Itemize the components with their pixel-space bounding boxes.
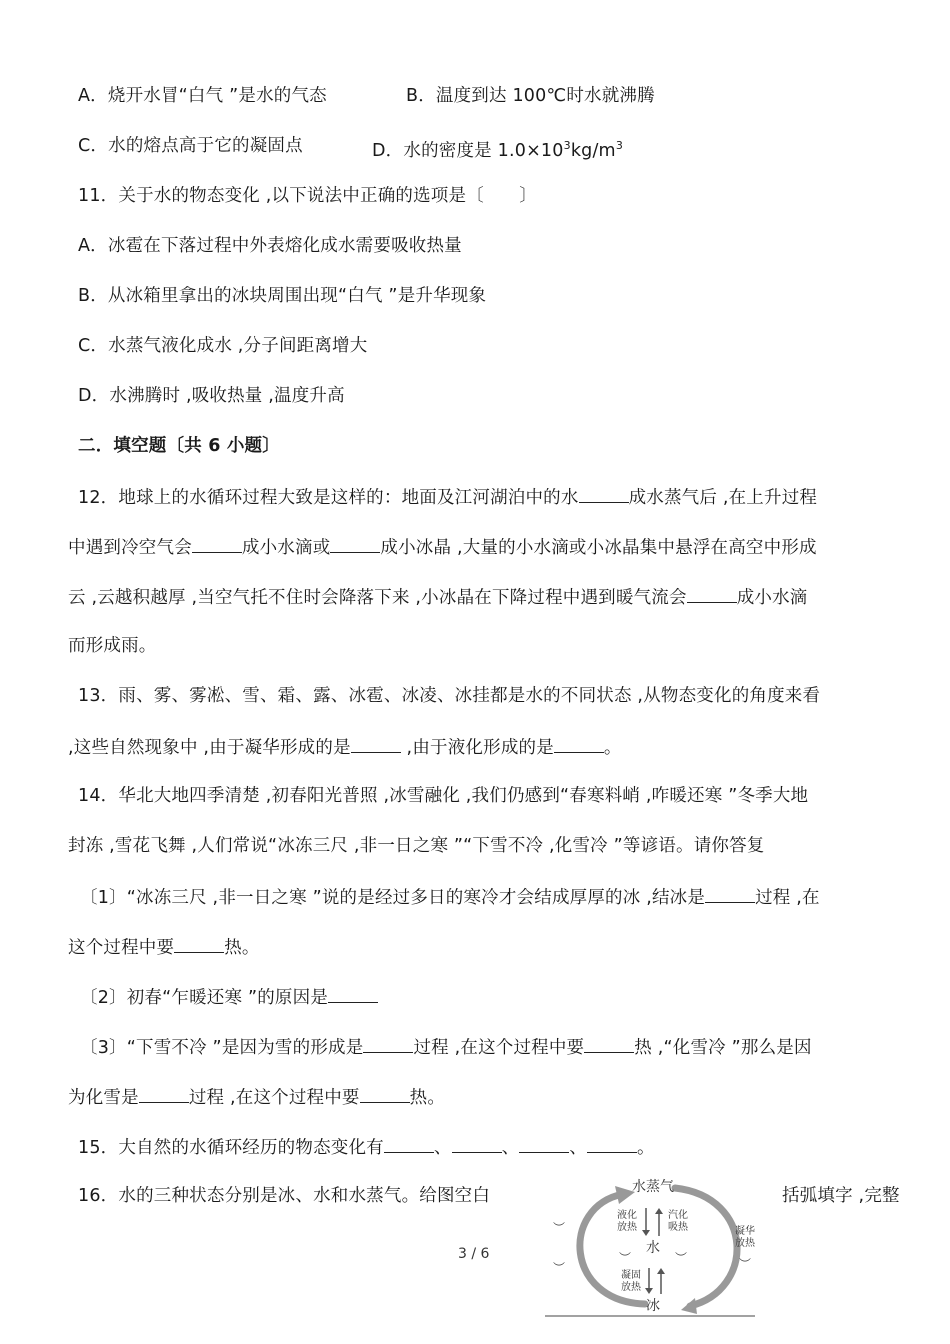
q12-text: 中遇到冷空气会 xyxy=(68,538,192,558)
label-ice: 冰 xyxy=(646,1298,660,1314)
q14-part-1 xyxy=(80,884,820,910)
q16-line-a: 16．水的三种状态分别是冰、水和水蒸气。给图空白 xyxy=(78,1186,491,1206)
bracket-mark: ︶ xyxy=(674,1251,688,1265)
answer-blank[interactable] xyxy=(519,1134,569,1153)
label-vaporize: 汽化 xyxy=(668,1210,688,1221)
q13-text: 。 xyxy=(603,738,622,758)
q11-option-b: B．从冰箱里拿出的冰块周围出现“白气 ”是升华现象 xyxy=(78,286,487,306)
q15-end: 。 xyxy=(636,1138,655,1158)
answer-blank[interactable] xyxy=(587,1134,637,1153)
q11-option-d: D．水沸腾时 ,吸收热量 ,温度升高 xyxy=(78,386,345,406)
q12-line-1 xyxy=(78,484,817,510)
q14-text: 热 ,“化雪冷 ”那么是因 xyxy=(634,1038,812,1058)
q12-text: 成小冰晶 ,大量的小水滴或小冰晶集中悬浮在高空中形成 xyxy=(380,538,817,558)
bracket-mark: ︶ xyxy=(552,1221,566,1235)
deposition-arc xyxy=(675,1188,737,1306)
answer-blank[interactable] xyxy=(687,584,737,603)
q12-line-2 xyxy=(68,534,817,560)
page-number: 3 / 6 xyxy=(458,1246,490,1262)
section-heading-fill-in: 二．填空题〔共 6 小题〕 xyxy=(78,436,280,456)
answer-blank[interactable] xyxy=(705,884,755,903)
label-deposition: 凝华 xyxy=(735,1226,755,1237)
bracket-mark: ︶ xyxy=(738,1257,752,1271)
q16-line-b: 括弧填字 ,完整 xyxy=(782,1186,900,1206)
label-water: 水 xyxy=(646,1240,660,1256)
q14-part-2 xyxy=(80,984,378,1010)
q10-option-a: A．烧开水冒“白气 ”是水的气态 xyxy=(78,86,327,106)
q11-option-c: C．水蒸气液化成水 ,分子间距离增大 xyxy=(78,336,368,356)
bracket-mark: ︶ xyxy=(552,1261,566,1275)
q13-text: ,这些自然现象中 ,由于凝华形成的是 xyxy=(68,738,351,758)
answer-blank[interactable] xyxy=(579,484,629,503)
water-state-diagram xyxy=(545,1172,760,1322)
answer-blank[interactable] xyxy=(139,1084,189,1103)
q12-text: 云 ,云越积越厚 ,当空气托不住时会降落下来 ,小冰晶在下降过程中遇到暖气流会 xyxy=(68,588,687,608)
q13-line-1: 13．雨、雾、雾凇、雪、霜、露、冰雹、冰凌、冰挂都是水的不同状态 ,从物态变化的角度来看 xyxy=(78,686,821,706)
q15-sep: 、 xyxy=(433,1138,452,1158)
q14-text: 过程 ,在这个过程中要 xyxy=(188,1088,360,1108)
q15-sep: 、 xyxy=(569,1138,587,1158)
answer-blank[interactable] xyxy=(363,1034,413,1053)
liquefy-arrowhead xyxy=(642,1230,650,1236)
label-liquefy: 液化 xyxy=(617,1210,637,1221)
answer-blank[interactable] xyxy=(192,534,242,553)
q14-text: 〔3〕“下雪不冷 ”是因为雪的形成是 xyxy=(80,1038,364,1058)
q14-text: 热。 xyxy=(409,1088,446,1108)
q14-line-2: 封冻 ,雪花飞舞 ,人们常说“冰冻三尺 ,非一日之寒 ”“下雪不冷 ,化雪冷 ”等谚语。请你答复 xyxy=(68,836,765,856)
q10-option-d-prefix: D．水的密度是 1.0×10 xyxy=(372,140,564,161)
q14-part-3-cont xyxy=(68,1084,445,1110)
q14-text: 过程 ,在这个过程中要 xyxy=(413,1038,585,1058)
answer-blank[interactable] xyxy=(360,1084,410,1103)
answer-blank[interactable] xyxy=(384,1134,434,1153)
q15-text: 15．大自然的水循环经历的物态变化有 xyxy=(78,1138,384,1158)
answer-blank[interactable] xyxy=(584,1034,634,1053)
vaporize-arrowhead xyxy=(655,1208,663,1214)
label-deposition-release: 放热 xyxy=(735,1238,755,1249)
q14-text: 为化雪是 xyxy=(68,1088,139,1108)
q14-text: 这个过程中要 xyxy=(68,938,175,958)
q15-sep: 、 xyxy=(501,1138,520,1158)
bracket-mark: ︶ xyxy=(618,1251,632,1265)
q12-text: 成小水滴或 xyxy=(241,538,331,558)
label-freeze: 凝固 xyxy=(621,1270,641,1281)
label-freeze-release: 放热 xyxy=(621,1282,641,1293)
label-liquefy-release: 放热 xyxy=(617,1222,637,1233)
q14-text: 过程 ,在 xyxy=(755,888,820,908)
answer-blank[interactable] xyxy=(351,734,401,753)
q10-option-c: C．水的熔点高于它的凝固点 xyxy=(78,136,303,156)
q12-line-4: 而形成雨。 xyxy=(68,636,157,656)
answer-blank[interactable] xyxy=(330,534,380,553)
q12-text: 12．地球上的水循环过程大致是这样的：地面及江河湖泊中的水 xyxy=(78,488,579,508)
q11-option-a: A．冰雹在下落过程中外表熔化成水需要吸收热量 xyxy=(78,236,462,256)
answer-blank[interactable] xyxy=(554,734,604,753)
q10-option-d-unit-exp: 3 xyxy=(615,139,624,152)
q13-line-2 xyxy=(68,734,622,760)
q14-text: 热。 xyxy=(224,938,260,958)
q13-text: ,由于液化形成的是 xyxy=(400,738,554,758)
deposition-arrowhead xyxy=(681,1298,697,1314)
q14-part-3 xyxy=(80,1034,812,1060)
q10-option-b: B．温度到达 100℃时水就沸腾 xyxy=(406,86,655,106)
q15-line xyxy=(78,1134,655,1160)
label-vapor: 水蒸气 xyxy=(632,1179,674,1195)
answer-blank[interactable] xyxy=(174,934,224,953)
freeze-arrowhead xyxy=(645,1288,653,1294)
answer-blank[interactable] xyxy=(452,1134,502,1153)
q14-text: 〔1〕“冰冻三尺 ,非一日之寒 ”说的是经过多日的寒冷才会结成厚厚的冰 ,结冰是 xyxy=(80,888,706,908)
q14-text: 〔2〕初春“乍暖还寒 ”的原因是 xyxy=(80,988,329,1008)
q11-stem: 11．关于水的物态变化 ,以下说法中正确的选项是〔 〕 xyxy=(78,186,537,206)
q12-text: 成水蒸气后 ,在上升过程 xyxy=(628,488,818,508)
water-state-diagram-svg xyxy=(545,1172,760,1322)
q12-text: 成小水滴 xyxy=(736,588,808,608)
q12-line-3 xyxy=(68,584,808,610)
label-vaporize-absorb: 吸热 xyxy=(668,1222,688,1233)
answer-blank[interactable] xyxy=(328,984,378,1003)
melt-arrowhead xyxy=(657,1268,665,1274)
q10-option-d-unit: kg/m xyxy=(570,140,616,161)
q14-line-1: 14．华北大地四季清楚 ,初春阳光普照 ,冰雪融化 ,我们仍感到“春寒料峭 ,咋暖还寒 ”冬季大地 xyxy=(78,786,809,806)
q10-option-d xyxy=(372,134,623,163)
q10-option-d-exp: 3 xyxy=(563,139,571,152)
q14-part-1-cont xyxy=(68,934,260,960)
